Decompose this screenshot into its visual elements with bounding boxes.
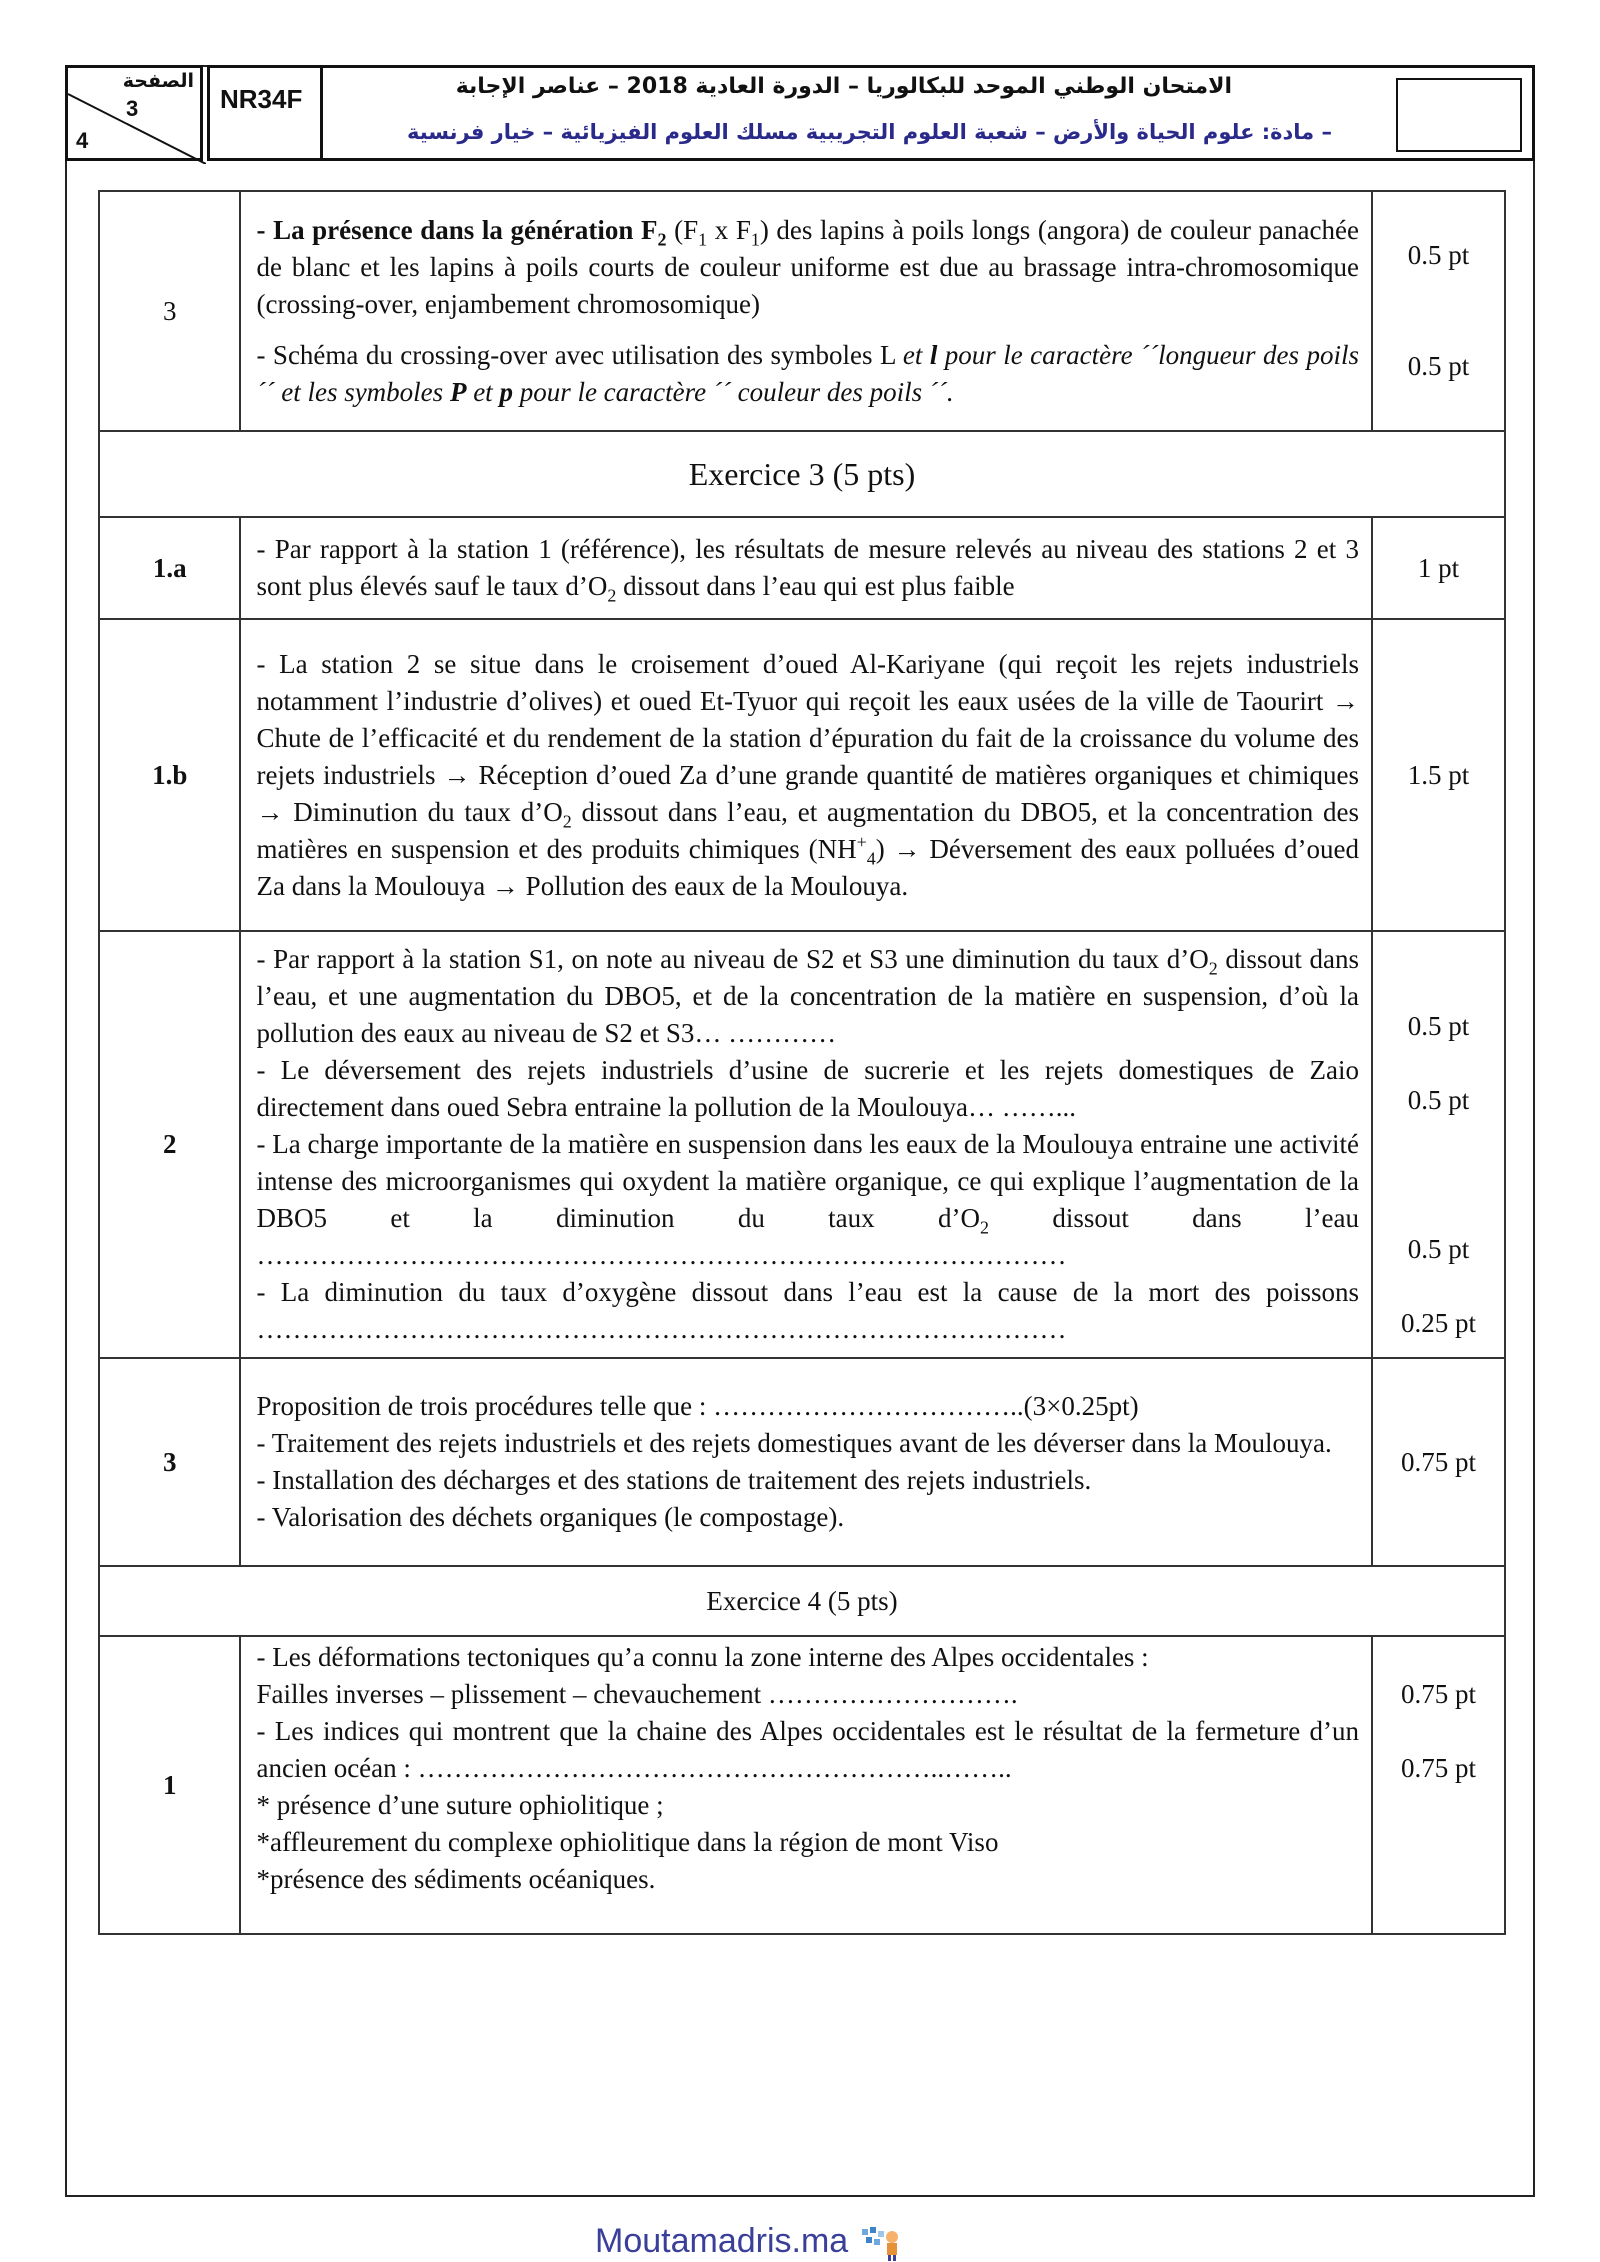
section-title-exercice-3: Exercice 3 (5 pts)	[99, 431, 1505, 517]
page-label: الصفحة	[122, 70, 194, 92]
points-value: 0.5 pt	[1407, 1010, 1470, 1041]
pixel-boy-icon	[858, 2225, 904, 2261]
table-row	[99, 517, 1505, 619]
exam-title-box	[207, 65, 1535, 161]
table-row	[99, 619, 1505, 931]
exam-code: NR34F	[220, 84, 303, 114]
table-row	[99, 1636, 1505, 1934]
question-number: 3	[99, 1358, 240, 1566]
points-cell	[1372, 191, 1505, 431]
points-value: 0.75 pt	[1400, 1753, 1476, 1783]
question-number: 1	[99, 1636, 240, 1934]
table-row	[99, 1358, 1505, 1566]
logo-text: Moutamadris.ma	[595, 2222, 849, 2260]
exam-title-line1: الامتحان الوطني الموحد للبكالوريا – الدورة العادية 2018 – عناصر الإجابة	[455, 74, 1232, 99]
answer-cell: Proposition de trois procédures telle que : ……………………………..(3×0.25pt) - Traitement des rejets industriels et des rejets domestiques avant de les déverser dans la Moulouya. - Installation des décharges et des stations de traitement des rejets industriels. - Valorisation des déchets organiques (le compostage).	[240, 1358, 1372, 1566]
blank-box	[1396, 78, 1522, 152]
question-number: 1.b	[99, 619, 240, 931]
points-value: 0.25 pt	[1400, 1307, 1476, 1338]
section-title-exercice-4: Exercice 4 (5 pts)	[99, 1566, 1505, 1636]
question-number: 1.a	[99, 517, 240, 619]
table-row	[99, 931, 1505, 1358]
points-value: 0.75 pt	[1372, 1358, 1505, 1566]
page-total: 4	[76, 128, 89, 153]
page-number-box	[65, 65, 203, 161]
points-value: 1.5 pt	[1372, 619, 1505, 931]
page-number: 3	[126, 96, 139, 121]
answer-cell: - Les déformations tectoniques qu’a connu la zone interne des Alpes occidentales : Failles inverses – plissement – chevauchement ………………………. - Les indices qui montrent que la chaine des Alpes occidentales est le résultat de la fermeture d’un ancien océan : …………………………………………………..…….. * présence d’une suture ophiolitique ; *affleurement du complexe ophiolitique dans la région de mont Viso *présence des sédiments océaniques.	[240, 1636, 1372, 1934]
answer-cell: - Par rapport à la station 1 (référence), les résultats de mesure relevés au niveau des stations 2 et 3 sont plus élevés sauf le taux $d’O_2$ dissout dans l’eau qui est plus faible	[240, 517, 1372, 619]
site-logo[interactable]	[595, 2222, 904, 2262]
table-row	[99, 191, 1505, 431]
answer-cell: - La station 2 se situe dans le croisement d’oued Al-Kariyane (qui reçoit les rejets industriels notamment l’industrie d’olives) et oued Et-Tyuor qui reçoit les eaux usées de la ville de Taourirt → Chute de l’efficacité et du rendement de la station d’épuration du fait de la croissance du volume des rejets industriels → Réception d’oued Za d’une grande quantité de matières organiques et chimiques → Diminution du taux $d’O_2$ dissout dans l’eau, et augmentation du DBO5, et la concentration des matières en suspension et des produits chimiques $(NH^+_4)$ → Déversement des eaux polluées d’oued Za dans la Moulouya → Pollution des eaux de la Moulouya.	[240, 619, 1372, 931]
answer-paragraph: - La présence dans la génération $F_2$ ($F_1$ x $F_1$) des lapins à poils longs (angora) de couleur panachée de blanc et les lapins à poils courts de couleur uniforme est due au brassage intra-chromosomique (crossing-over, enjambement chromosomique)	[256, 214, 1359, 319]
answer-cell	[240, 191, 1372, 431]
points-cell	[1372, 1636, 1505, 1934]
points-value: 0.5 pt	[1407, 240, 1470, 270]
question-number: 3	[99, 191, 240, 431]
points-value: 0.5 pt	[1407, 1233, 1470, 1264]
points-value: 0.5 pt	[1407, 1084, 1470, 1115]
points-cell	[1372, 931, 1505, 1358]
section-row	[99, 1566, 1505, 1636]
points-value: 0.75 pt	[1400, 1679, 1476, 1709]
header-divider	[320, 68, 323, 158]
page-header	[65, 65, 1535, 163]
question-number: 2	[99, 931, 240, 1358]
answer-cell: - Par rapport à la station S1, on note au niveau de S2 et S3 une diminution du taux $d’O_2$ dissout dans l’eau, et une augmentation du DBO5, et de la concentration de la matière en suspension, d’où la pollution des eaux au niveau de S2 et S3… ………… - Le déversement des rejets industriels d’usine de sucrerie et les rejets domestiques de Zaio directement dans oued Sebra entraine la pollution de la Moulouya… ……... - La charge importante de la matière en suspension dans les eaux de la Moulouya entraine une activité intense des microorganismes qui oxydent la matière organique, ce qui explique l’augmentation de la DBO5 et la diminution du taux $d’O_2$ dissout dans l’eau ……………………………………………………………………………… - La diminution du taux d’oxygène dissout dans l’eau est la cause de la mort des poissons ………………………………………………………………………………	[240, 931, 1372, 1358]
answer-paragraph: - Schéma du crossing-over avec utilisation des symboles L et l pour le caractère ´´longueur des poils´´ et les symboles P et p pour le caractère ´´ couleur des poils ´´.	[256, 339, 1359, 407]
exam-title-line2: – مادة: علوم الحياة والأرض – شعبة العلوم التجريبية مسلك العلوم الفيزيائية – خيار فرنسية	[406, 120, 1332, 144]
answer-table	[98, 190, 1506, 1935]
section-row	[99, 431, 1505, 517]
points-value: 1 pt	[1372, 517, 1505, 619]
points-value: 0.5 pt	[1407, 351, 1470, 381]
